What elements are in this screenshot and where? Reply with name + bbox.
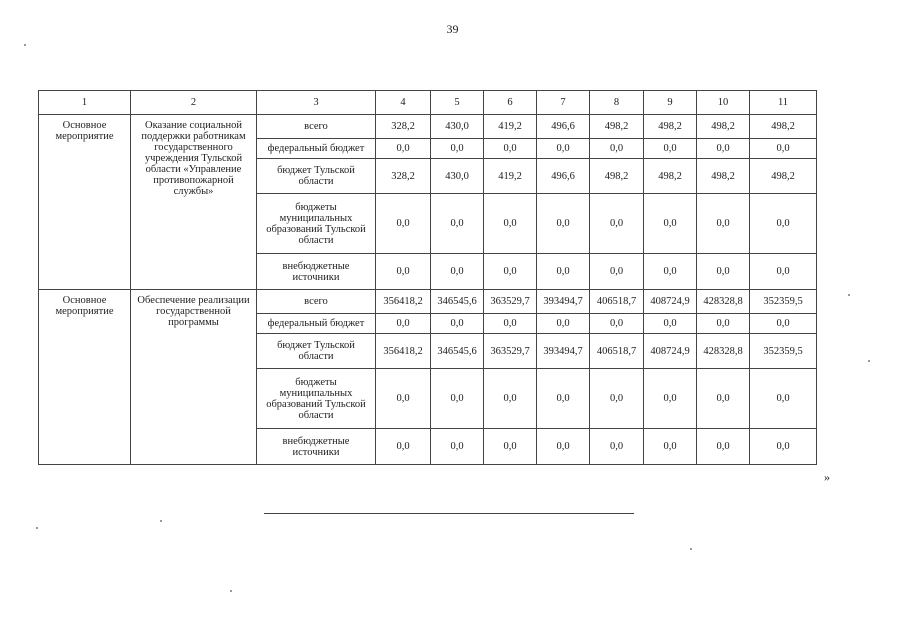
- value-cell: 408724,9: [644, 334, 697, 369]
- value-cell: 0,0: [484, 369, 537, 429]
- value-cell: 0,0: [376, 369, 431, 429]
- value-cell: 0,0: [376, 429, 431, 465]
- value-cell: 406518,7: [590, 290, 644, 314]
- value-cell: 0,0: [431, 314, 484, 334]
- value-cell: 428328,8: [697, 290, 750, 314]
- value-cell: 0,0: [590, 194, 644, 254]
- value-cell: 0,0: [644, 429, 697, 465]
- value-cell: 0,0: [537, 254, 590, 290]
- value-cell: 0,0: [750, 314, 817, 334]
- value-cell: 0,0: [750, 429, 817, 465]
- column-number-header: 1: [39, 91, 131, 115]
- value-cell: 498,2: [644, 115, 697, 139]
- value-cell: 0,0: [697, 429, 750, 465]
- funding-source-cell: федеральный бюджет: [257, 139, 376, 159]
- value-cell: 0,0: [431, 139, 484, 159]
- column-number-header: 5: [431, 91, 484, 115]
- value-cell: 0,0: [697, 254, 750, 290]
- event-type-cell: Основное мероприятие: [39, 115, 131, 290]
- header-row: [39, 91, 817, 115]
- column-number-header: 11: [750, 91, 817, 115]
- column-number-header: 3: [257, 91, 376, 115]
- value-cell: 0,0: [431, 369, 484, 429]
- value-cell: 498,2: [590, 115, 644, 139]
- value-cell: 328,2: [376, 115, 431, 139]
- value-cell: 0,0: [537, 314, 590, 334]
- value-cell: 0,0: [431, 254, 484, 290]
- value-cell: 0,0: [537, 429, 590, 465]
- funding-table: [38, 90, 817, 465]
- value-cell: 0,0: [697, 314, 750, 334]
- funding-source-cell: бюджеты муниципальных образований Тульской области: [257, 369, 376, 429]
- scan-speck: [868, 360, 870, 362]
- value-cell: 496,6: [537, 159, 590, 194]
- value-cell: 419,2: [484, 159, 537, 194]
- scan-speck: [848, 294, 850, 296]
- value-cell: 428328,8: [697, 334, 750, 369]
- value-cell: 393494,7: [537, 290, 590, 314]
- value-cell: 0,0: [750, 254, 817, 290]
- scan-speck: [160, 520, 162, 522]
- value-cell: 419,2: [484, 115, 537, 139]
- value-cell: 0,0: [697, 194, 750, 254]
- value-cell: 0,0: [750, 369, 817, 429]
- value-cell: 328,2: [376, 159, 431, 194]
- funding-source-cell: бюджеты муниципальных образований Тульской области: [257, 194, 376, 254]
- value-cell: 0,0: [644, 139, 697, 159]
- table-body: [39, 91, 817, 465]
- column-number-header: 6: [484, 91, 537, 115]
- value-cell: 496,6: [537, 115, 590, 139]
- funding-source-cell: внебюджетные источники: [257, 254, 376, 290]
- value-cell: 0,0: [644, 194, 697, 254]
- value-cell: 430,0: [431, 115, 484, 139]
- table-row: [39, 115, 817, 139]
- table-row: [39, 290, 817, 314]
- value-cell: 0,0: [697, 369, 750, 429]
- scan-speck: [690, 548, 692, 550]
- scan-speck: [24, 44, 26, 46]
- column-number-header: 8: [590, 91, 644, 115]
- value-cell: 0,0: [644, 314, 697, 334]
- value-cell: 498,2: [750, 115, 817, 139]
- value-cell: 0,0: [431, 194, 484, 254]
- page-number: 39: [446, 22, 459, 36]
- value-cell: 0,0: [590, 429, 644, 465]
- value-cell: 408724,9: [644, 290, 697, 314]
- value-cell: 363529,7: [484, 334, 537, 369]
- value-cell: 0,0: [537, 369, 590, 429]
- value-cell: 393494,7: [537, 334, 590, 369]
- value-cell: 0,0: [750, 139, 817, 159]
- column-number-header: 9: [644, 91, 697, 115]
- value-cell: 346545,6: [431, 334, 484, 369]
- column-number-header: 10: [697, 91, 750, 115]
- event-type-cell: Основное мероприятие: [39, 290, 131, 465]
- value-cell: 0,0: [431, 429, 484, 465]
- funding-source-cell: внебюджетные источники: [257, 429, 376, 465]
- value-cell: 498,2: [644, 159, 697, 194]
- value-cell: 0,0: [484, 139, 537, 159]
- scan-speck: [36, 527, 38, 529]
- value-cell: 352359,5: [750, 334, 817, 369]
- value-cell: 0,0: [590, 369, 644, 429]
- value-cell: 0,0: [590, 254, 644, 290]
- value-cell: 0,0: [537, 194, 590, 254]
- closing-quote-mark: »: [824, 470, 830, 484]
- value-cell: 406518,7: [590, 334, 644, 369]
- scan-speck: [230, 590, 232, 592]
- value-cell: 0,0: [484, 194, 537, 254]
- value-cell: 0,0: [484, 429, 537, 465]
- column-number-header: 4: [376, 91, 431, 115]
- column-number-header: 2: [131, 91, 257, 115]
- value-cell: 0,0: [484, 314, 537, 334]
- funding-source-cell: всего: [257, 115, 376, 139]
- value-cell: 0,0: [644, 369, 697, 429]
- value-cell: 352359,5: [750, 290, 817, 314]
- funding-source-cell: федеральный бюджет: [257, 314, 376, 334]
- value-cell: 498,2: [697, 159, 750, 194]
- funding-source-cell: бюджет Тульской области: [257, 334, 376, 369]
- value-cell: 0,0: [750, 194, 817, 254]
- closing-rule: [264, 513, 634, 514]
- value-cell: 0,0: [590, 139, 644, 159]
- value-cell: 0,0: [376, 254, 431, 290]
- value-cell: 356418,2: [376, 334, 431, 369]
- value-cell: 0,0: [644, 254, 697, 290]
- event-name-cell: Оказание социальной поддержки работникам государственного учреждения Тульской области «Управление противопожарной службы»: [131, 115, 257, 290]
- value-cell: 498,2: [590, 159, 644, 194]
- value-cell: 0,0: [697, 139, 750, 159]
- value-cell: 0,0: [537, 139, 590, 159]
- value-cell: 0,0: [376, 194, 431, 254]
- value-cell: 498,2: [750, 159, 817, 194]
- funding-source-cell: всего: [257, 290, 376, 314]
- value-cell: 430,0: [431, 159, 484, 194]
- value-cell: 0,0: [376, 314, 431, 334]
- value-cell: 0,0: [484, 254, 537, 290]
- value-cell: 498,2: [697, 115, 750, 139]
- value-cell: 0,0: [376, 139, 431, 159]
- value-cell: 0,0: [590, 314, 644, 334]
- value-cell: 346545,6: [431, 290, 484, 314]
- value-cell: 356418,2: [376, 290, 431, 314]
- value-cell: 363529,7: [484, 290, 537, 314]
- event-name-cell: Обеспечение реализации государственной программы: [131, 290, 257, 465]
- column-number-header: 7: [537, 91, 590, 115]
- funding-source-cell: бюджет Тульской области: [257, 159, 376, 194]
